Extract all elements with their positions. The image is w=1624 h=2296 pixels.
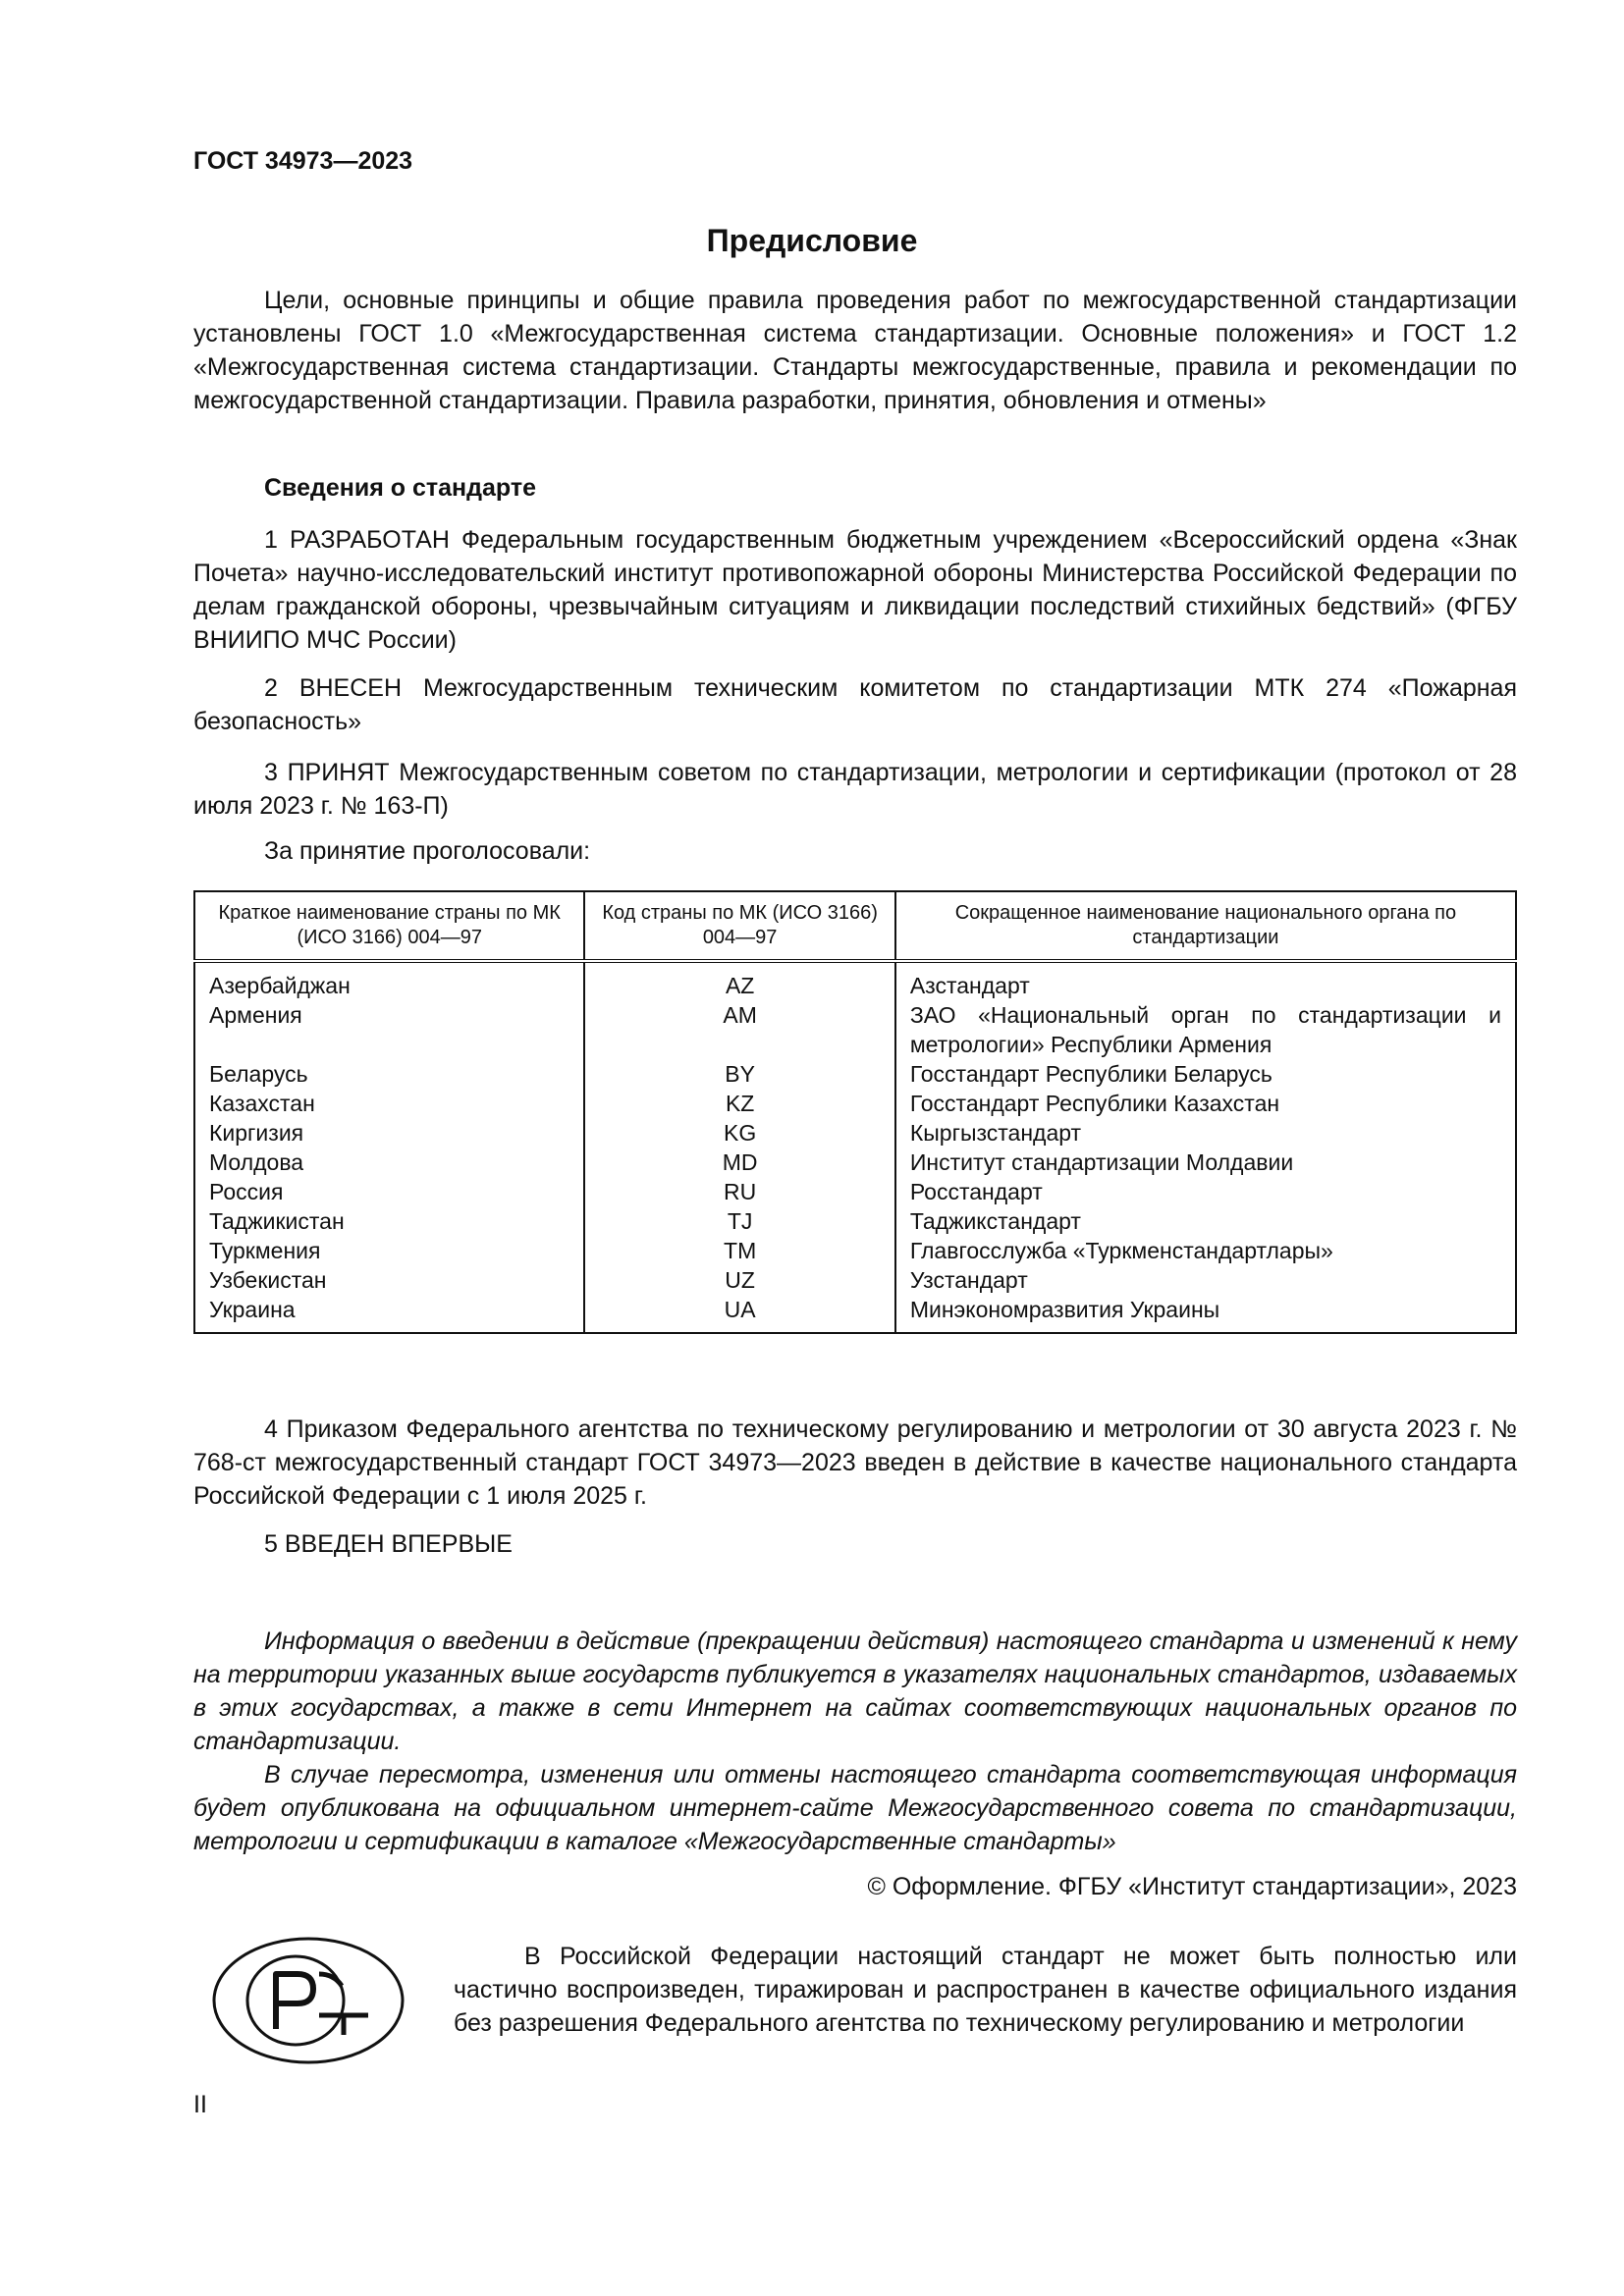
country-cell: Россия <box>194 1177 584 1206</box>
column-header-org: Сокращенное наименование национального органа по стандартизации <box>895 891 1516 961</box>
country-cell: Азербайджан <box>194 961 584 1000</box>
info-paragraph-1: Информация о введении в действие (прекращении действия) настоящего стандарта и изменений к нему на территории указанных выше государств публикуется в указателях национальных стандартов, издаваемых в этих государствах, а также в сети Интернет на сайтах соответствующих национальных органов по стандартизации. <box>193 1628 1517 1755</box>
code-cell: UZ <box>584 1265 894 1295</box>
countries-table <box>193 890 1517 1334</box>
page-title: Предисловие <box>706 223 918 258</box>
code-cell: AM <box>584 1000 894 1059</box>
column-header-code: Код страны по МК (ИСО 3166) 004—97 <box>584 891 894 961</box>
code-cell: AZ <box>584 961 894 1000</box>
table-row <box>194 1089 1516 1118</box>
subheading: Сведения о стандарте <box>264 474 537 502</box>
org-cell: Госстандарт Республики Казахстан <box>909 1091 1280 1116</box>
item-2: 2 ВНЕСЕН Межгосударственным техническим комитетом по стандартизации МТК 274 «Пожарная безопасность» <box>193 674 1517 735</box>
country-cell: Армения <box>194 1000 584 1059</box>
table-row <box>194 1295 1516 1333</box>
country-cell: Молдова <box>194 1148 584 1177</box>
table-row <box>194 1148 1516 1177</box>
code-cell: UA <box>584 1295 894 1333</box>
table-row <box>194 1118 1516 1148</box>
code-cell: KZ <box>584 1089 894 1118</box>
item-5: 5 ВВЕДЕН ВПЕРВЫЕ <box>264 1530 513 1558</box>
code-cell: TM <box>584 1236 894 1265</box>
info-paragraph-2: В случае пересмотра, изменения или отмены настоящего стандарта соответствующая информация будет опубликована на официальном интернет-сайте Межгосударственного совета по стандартизации, метрологии и сертификации в каталоге «Межгосударственные стандарты» <box>193 1761 1517 1855</box>
table-row <box>194 1000 1516 1059</box>
country-cell: Таджикистан <box>194 1206 584 1236</box>
table-row <box>194 1236 1516 1265</box>
country-cell: Украина <box>194 1295 584 1333</box>
vote-label: За принятие проголосовали: <box>264 837 591 865</box>
org-cell: Кыргызстандарт <box>909 1120 1082 1146</box>
org-cell: Минэкономразвития Украины <box>909 1297 1220 1322</box>
rst-logo <box>211 1935 406 2066</box>
document-header: ГОСТ 34973—2023 <box>193 147 413 175</box>
org-cell: Госстандарт Республики Беларусь <box>909 1061 1272 1087</box>
country-cell: Киргизия <box>194 1118 584 1148</box>
org-cell: Главгосслужба «Туркменстандартлары» <box>909 1238 1333 1263</box>
rst-logo-text: РСТ <box>308 2060 310 2061</box>
table-row <box>194 1265 1516 1295</box>
country-cell: Казахстан <box>194 1089 584 1118</box>
table-row <box>194 961 1516 1000</box>
org-cell: Росстандарт <box>909 1179 1043 1204</box>
org-cell: Таджикстандарт <box>909 1208 1081 1234</box>
item-4: 4 Приказом Федерального агентства по техническому регулированию и метрологии от 30 августа 2023 г. № 768-ст межгосударственный стандарт ГОСТ 34973—2023 введен в действие в качестве национального стандарта Российской Федерации с 1 июля 2025 г. <box>193 1415 1517 1510</box>
org-cell: Узстандарт <box>909 1267 1028 1293</box>
org-cell: ЗАО «Национальный орган по стандартизации и метрологии» Республики Армения <box>909 1002 1501 1057</box>
table-row <box>194 1177 1516 1206</box>
code-cell: RU <box>584 1177 894 1206</box>
copyright-line: © Оформление. ФГБУ «Институт стандартизации», 2023 <box>867 1873 1517 1900</box>
code-cell: TJ <box>584 1206 894 1236</box>
org-cell: Азстандарт <box>909 973 1030 998</box>
reproduction-notice: В Российской Федерации настоящий стандарт не может быть полностью или частично воспроизведен, тиражирован и распространен в качестве официального издания без разрешения Федерального агентства по техническому регулированию и метрологии <box>454 1943 1517 2037</box>
code-cell: MD <box>584 1148 894 1177</box>
item-1: 1 РАЗРАБОТАН Федеральным государственным бюджетным учреждением «Всероссийский ордена «Знак Почета» научно-исследовательский институт противопожарной обороны Министерства Российской Федерации по делам гражданской обороны, чрезвычайным ситуациям и ликвидации последствий стихийных бедствий» (ФГБУ ВНИИПО МЧС России) <box>193 526 1517 654</box>
country-cell: Узбекистан <box>194 1265 584 1295</box>
table-row <box>194 1206 1516 1236</box>
column-header-country: Краткое наименование страны по МК (ИСО 3166) 004—97 <box>194 891 584 961</box>
page-number: II <box>193 2091 207 2118</box>
country-cell: Беларусь <box>194 1059 584 1089</box>
rst-logo-icon <box>211 1935 406 2066</box>
table-row <box>194 1059 1516 1089</box>
intro-paragraph: Цели, основные принципы и общие правила проведения работ по межгосударственной стандартизации установлены ГОСТ 1.0 «Межгосударственная система стандартизации. Основные положения» и ГОСТ 1.2 «Межгосударственная система стандартизации. Стандарты межгосударственные, правила и рекомендации по межгосударственной стандартизации. Правила разработки, принятия, обновления и отмены» <box>193 287 1517 414</box>
item-3: 3 ПРИНЯТ Межгосударственным советом по стандартизации, метрологии и сертификации (протокол от 28 июля 2023 г. № 163-П) <box>193 759 1517 820</box>
table-header-row <box>194 891 1516 961</box>
code-cell: KG <box>584 1118 894 1148</box>
country-cell: Туркмения <box>194 1236 584 1265</box>
org-cell: Институт стандартизации Молдавии <box>909 1149 1294 1175</box>
code-cell: BY <box>584 1059 894 1089</box>
